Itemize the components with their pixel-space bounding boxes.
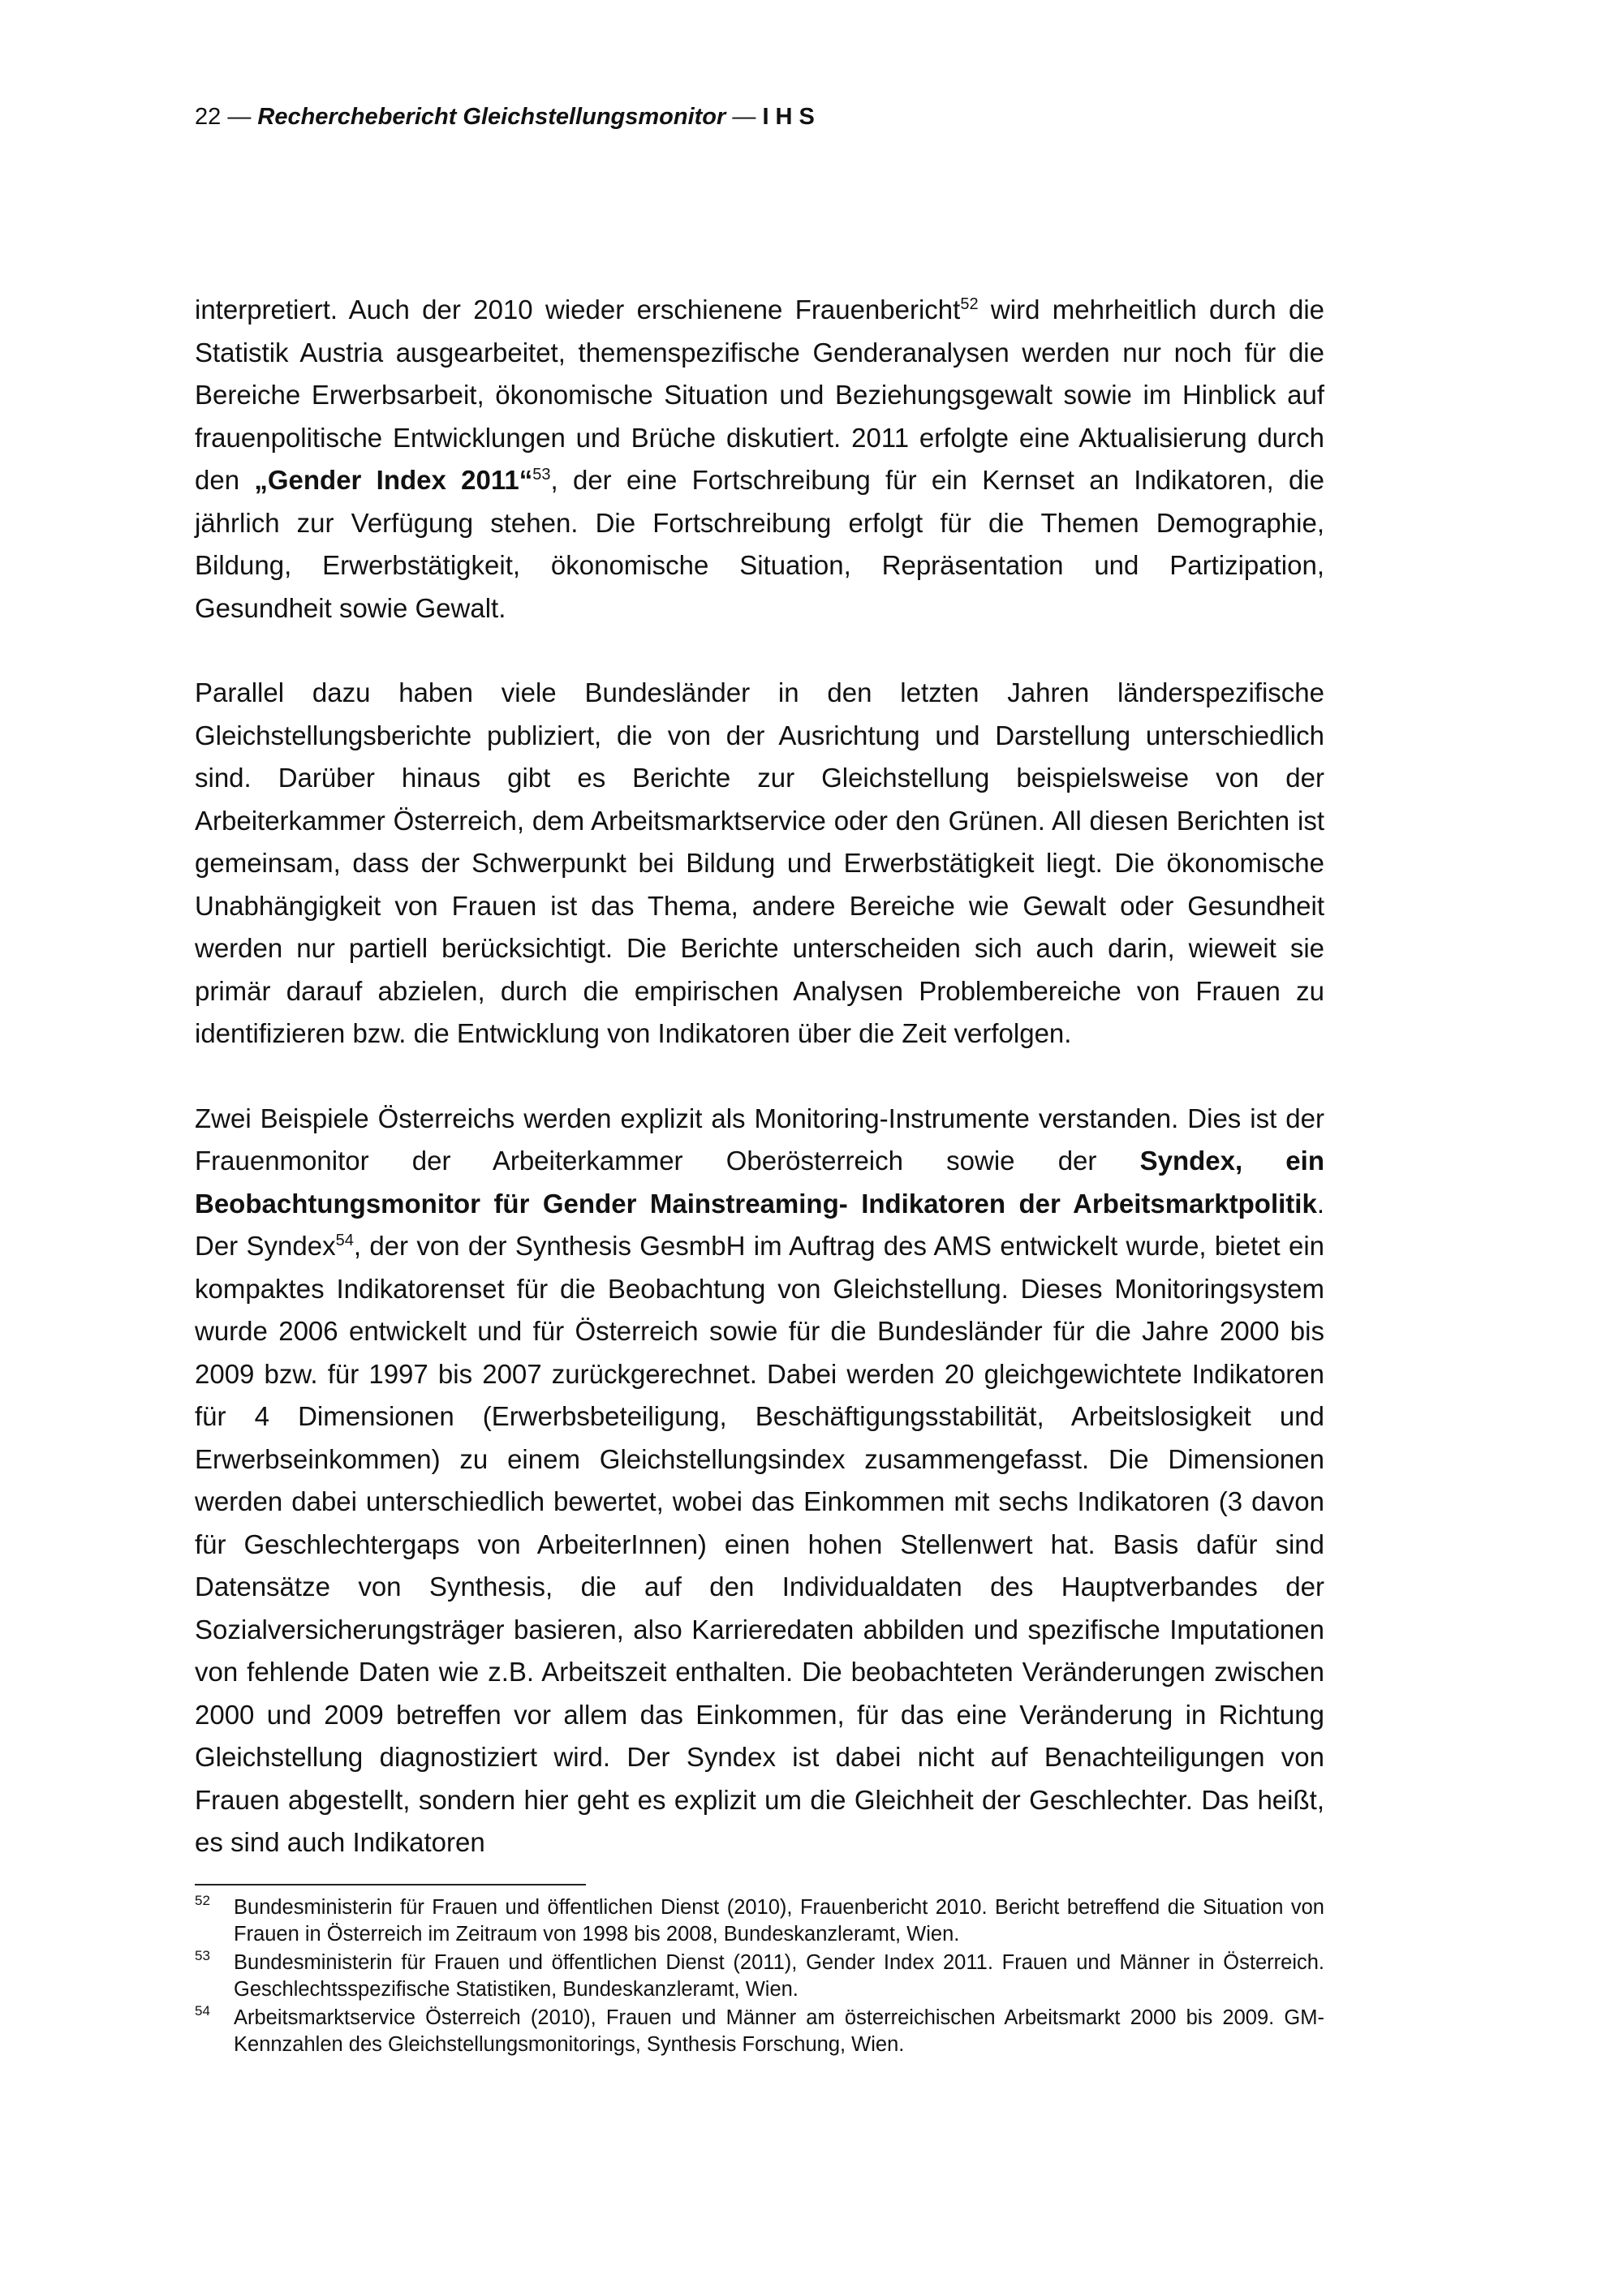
footnote-number: 53 (195, 1948, 210, 1963)
paragraph-text: , der von der Synthesis GesmbH im Auftrag des AMS entwickelt wurde, bietet ein kompaktes Indikatorenset für die Beobachtung von Gleichstellung. Dieses Monitoringsystem wurde 2006 entwickelt und für Österreich sowie für die Bundesländer für die Jahre 2000 bis 2009 bzw. für 1997 bis 2007 zurückgerechnet. Dabei werden 20 gleichgewichtete Indikatoren für 4 Dimensionen (Erwerbsbeteiligung, Beschäftigungsstabilität, Arbeitslosigkeit und Erwerbseinkommen) zu einem Gleichstellungsindex zusammengefasst. Die Dimensionen werden dabei unterschiedlich bewertet, wobei das Einkommen mit sechs Indikatoren (3 davon für Geschlechtergaps von ArbeiterInnen) einen hohen Stellenwert hat. Basis dafür sind Datensätze von Synthesis, die auf den Individualdaten des Hauptverbandes der Sozialversicherungsträger basieren, also Karrieredaten abbilden und spezifische Imputationen von fehlende Daten wie z.B. Arbeitszeit enthalten. Die beobachteten Veränderungen zwischen 2000 und 2009 betreffen vor allem das Einkommen, für das eine Veränderung in Richtung Gleichstellung diagnostiziert wird. Der Syndex ist dabei nicht auf Benachteiligungen von Frauen abgestellt, sondern hier geht es explizit um die Gleichheit der Geschlechter. Das heißt, es sind auch Indikatoren (195, 1231, 1325, 1857)
footnote-52 (195, 1894, 1324, 1948)
paragraph-text: , der eine Fortschreibung für ein Kernset an Indikatoren, die jährlich zur Verfügung stehen. Die Fortschreibung erfolgt für die Themen Demographie, Bildung, Erwerbstätigkeit, ökonomische Situation, Repräsentation und Partizipation, Gesundheit sowie Gewalt. (195, 465, 1324, 623)
paragraph-1 (195, 289, 1324, 630)
footnote-text: Bundesministerin für Frauen und öffentlichen Dienst (2011), Gender Index 2011. Frauen und Männer in Österreich. Geschlechtsspezifische Statistiken, Bundeskanzleramt, Wien. (234, 1951, 1324, 2001)
paragraph-text: . Der Syndex (195, 1188, 1324, 1261)
footnote-divider (195, 1884, 586, 1885)
footnote-text: Bundesministerin für Frauen und öffentlichen Dienst (2010), Frauenbericht 2010. Bericht betreffend die Situation von Frauen in Österreich im Zeitraum von 1998 bis 2008, Bundeskanzleramt, Wien. (234, 1896, 1324, 1946)
paragraph-text: Parallel dazu haben viele Bundesländer in den letzten Jahren länderspezifische Gleichstellungsberichte publiziert, die von der Ausrichtung und Darstellung unterschiedlich sind. Darüber hinaus gibt es Berichte zur Gleichstellung beispielsweise von der Arbeiterkammer Österreich, dem Arbeitsmarktservice oder den Grünen. All diesen Berichten ist gemeinsam, dass der Schwerpunkt bei Bildung und Erwerbstätigkeit liegt. Die ökonomische Unabhängigkeit von Frauen ist das Thema, andere Bereiche wie Gewalt oder Gesundheit werden nur partiell berücksichtigt. Die Berichte unterscheiden sich auch darin, wieweit sie primär darauf abzielen, durch die empirischen Analysen Problembereiche von Frauen zu identifizieren bzw. die Entwicklung von Indikatoren über die Zeit verfolgen. (195, 677, 1324, 1048)
footnote-reference[interactable]: 52 (960, 295, 979, 313)
syndex-title: Syndex, ein Beobachtungsmonitor für Gender Mainstreaming- Indikatoren der Arbeitsmarktpolitik (195, 1146, 1324, 1219)
header-separator: — (221, 104, 258, 130)
organization-name: I H S (762, 104, 815, 130)
header-separator: — (725, 104, 763, 130)
footnotes (195, 1894, 1324, 2058)
footnote-number: 54 (195, 2003, 210, 2019)
footnote-reference[interactable]: 53 (532, 466, 551, 484)
footnote-reference[interactable]: 54 (335, 1232, 354, 1249)
body-text (195, 289, 1324, 1864)
paragraph-3 (195, 1098, 1324, 1864)
paragraph-2 (195, 672, 1324, 1056)
footnote-53 (195, 1950, 1324, 2003)
page-header (195, 102, 815, 131)
paragraph-text: Zwei Beispiele Österreichs werden explizit als Monitoring-Instrumente verstanden. Dies ist der Frauenmonitor der Arbeiterkammer Oberösterreich sowie der (195, 1103, 1324, 1176)
page-number: 22 (195, 104, 222, 130)
paragraph-text: wird mehrheitlich durch die Statistik Austria ausgearbeitet, themenspezifische Genderanalysen werden nur noch für die Bereiche Erwerbsarbeit, ökonomische Situation und Beziehungsgewalt sowie im Hinblick auf frauenpolitische Entwicklungen und Brüche diskutiert. 2011 erfolgte eine Aktualisierung durch den (195, 295, 1324, 495)
footnote-text: Arbeitsmarktservice Österreich (2010), Frauen und Männer am österreichischen Arbeitsmarkt 2000 bis 2009. GM-Kennzahlen des Gleichstellungsmonitorings, Synthesis Forschung, Wien. (234, 2006, 1324, 2056)
report-title: Recherchebericht Gleichstellungsmonitor (257, 104, 726, 130)
paragraph-text: interpretiert. Auch der 2010 wieder erschienene Frauenbericht (195, 295, 961, 325)
footnote-number: 52 (195, 1893, 210, 1908)
footnote-54 (195, 2005, 1324, 2058)
gender-index-title: „Gender Index 2011“ (254, 465, 533, 495)
